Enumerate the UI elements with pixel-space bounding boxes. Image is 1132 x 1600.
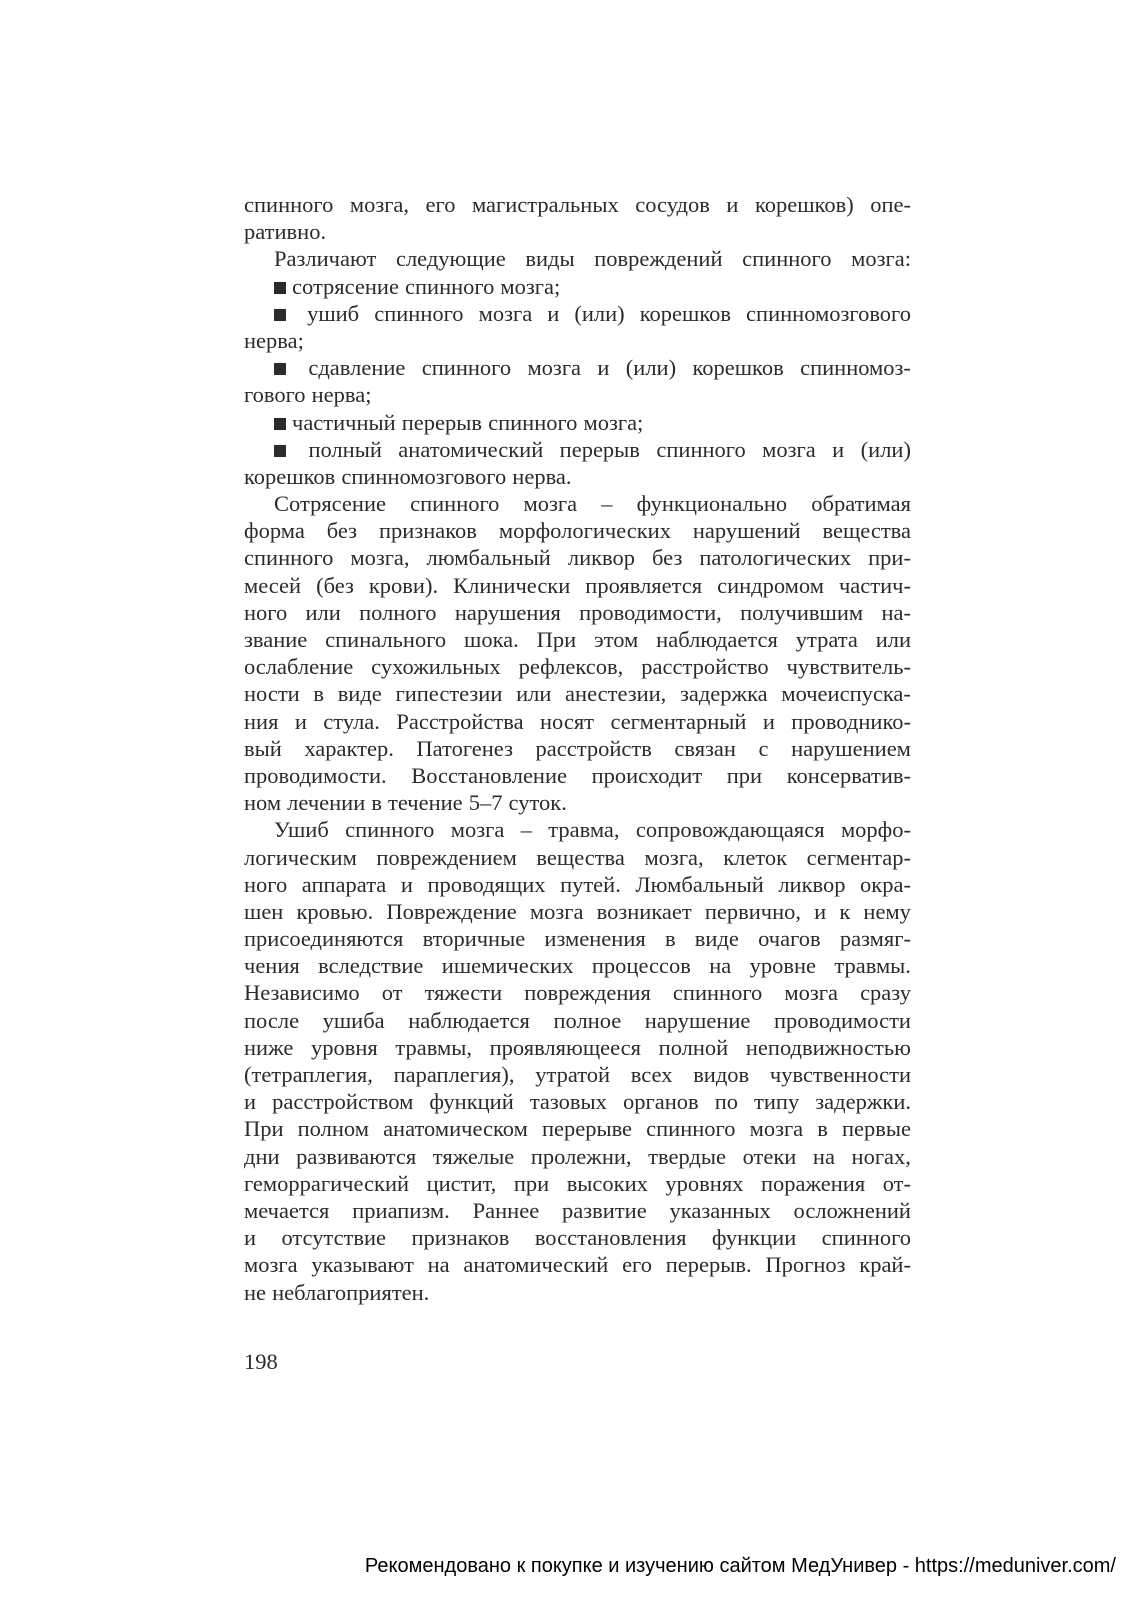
text-line: дни развиваются тяжелые пролежни, твердые отеки на ногах, (244, 1143, 911, 1169)
bullet-list-item-line: сотрясение спинного мозга; (244, 273, 911, 300)
square-bullet-icon (274, 282, 286, 294)
text-line: мечается приапизм. Раннее развитие указанных осложнений (244, 1197, 911, 1223)
text-line: присоединяются вторичные изменения в виде очагов размяг- (244, 926, 911, 952)
text-line: нерва; (244, 327, 304, 353)
bullet-list-item-line: частичный перерыв спинного мозга; (244, 409, 911, 436)
text-line: ного или полного нарушения проводимости, получившим на- (244, 599, 911, 625)
text-line: ниже уровня травмы, проявляющееся полной неподвижностью (244, 1034, 911, 1060)
page-number: 198 (244, 1349, 278, 1374)
text-line: ном лечении в течение 5–7 суток. (244, 790, 567, 816)
bullet-list-item-line: сдавление спинного мозга и (или) корешков спинномоз- (244, 354, 911, 381)
text-line: Различают следующие виды повреждений спинного мозга: (274, 246, 911, 272)
text-line: Независимо от тяжести повреждения спинного мозга сразу (244, 980, 911, 1006)
text-line: после ушиба наблюдается полное нарушение проводимости (244, 1007, 911, 1033)
text-line: проводимости. Восстановление происходит при консерватив- (244, 762, 911, 788)
text-line: мозга указывают на анатомический его перерыв. Прогноз край- (244, 1252, 911, 1278)
text-line: При полном анатомическом перерыве спинного мозга в первые (244, 1116, 911, 1142)
text-line: ности в виде гипестезии или анестезии, задержка мочеиспуска- (244, 681, 911, 707)
text-line: чения вследствие ишемических процессов на уровне травмы. (244, 953, 911, 979)
text-line: Сотрясение спинного мозга – функционально обратимая (274, 491, 911, 517)
text-line: спинного мозга, люмбальный ликвор без патологических при- (244, 545, 911, 571)
text-line: не неблагоприятен. (244, 1279, 430, 1305)
text-line: логическим повреждением вещества мозга, клеток сегментар- (244, 844, 911, 870)
text-line: звание спинального шока. При этом наблюдается утрата или (244, 627, 911, 652)
text-line: геморрагический цистит, при высоких уровнях поражения от- (244, 1170, 911, 1196)
text-line: ративно. (244, 219, 327, 245)
square-bullet-icon (274, 309, 286, 321)
text-line: и расстройством функций тазовых органов по типу задержки. (244, 1089, 911, 1115)
text-line: шен кровью. Повреждение мозга возникает первично, и к нему (244, 898, 911, 924)
bullet-list-item-line: ушиб спинного мозга и (или) корешков спинномозгового (244, 300, 911, 327)
square-bullet-icon (274, 363, 286, 375)
text-line: корешков спинномозгового нерва. (244, 463, 572, 489)
page-body-text (244, 191, 911, 1306)
text-line: гового нерва; (244, 382, 372, 408)
text-line: ослабление сухожильных рефлексов, расстройство чувствитель- (244, 654, 911, 680)
text-line: вый характер. Патогенез расстройств связан с нарушением (244, 735, 911, 761)
text-line: Ушиб спинного мозга – травма, сопровождающаяся морфо- (274, 817, 911, 843)
text-line: и отсутствие признаков восстановления функции спинного (244, 1225, 911, 1251)
bullet-list-item-line: полный анатомический перерыв спинного мозга и (или) (244, 436, 911, 463)
text-line: ния и стула. Расстройства носят сегментарный и проводнико- (244, 708, 911, 734)
square-bullet-icon (274, 418, 286, 430)
text-line: ного аппарата и проводящих путей. Люмбальный ликвор окра- (244, 871, 911, 897)
square-bullet-icon (274, 445, 286, 457)
text-line: месей (без крови). Клинически проявляется синдромом частич- (244, 572, 911, 598)
text-line: форма без признаков морфологических нарушений вещества (244, 518, 911, 544)
footer-promo-link[interactable]: Рекомендовано к покупке и изучению сайтом МедУнивер - https://meduniver.com/ (364, 1555, 1116, 1577)
text-line: (тетраплегия, параплегия), утратой всех видов чувственности (244, 1062, 911, 1087)
text-line: спинного мозга, его магистральных сосудов и корешков) опе- (244, 192, 911, 217)
